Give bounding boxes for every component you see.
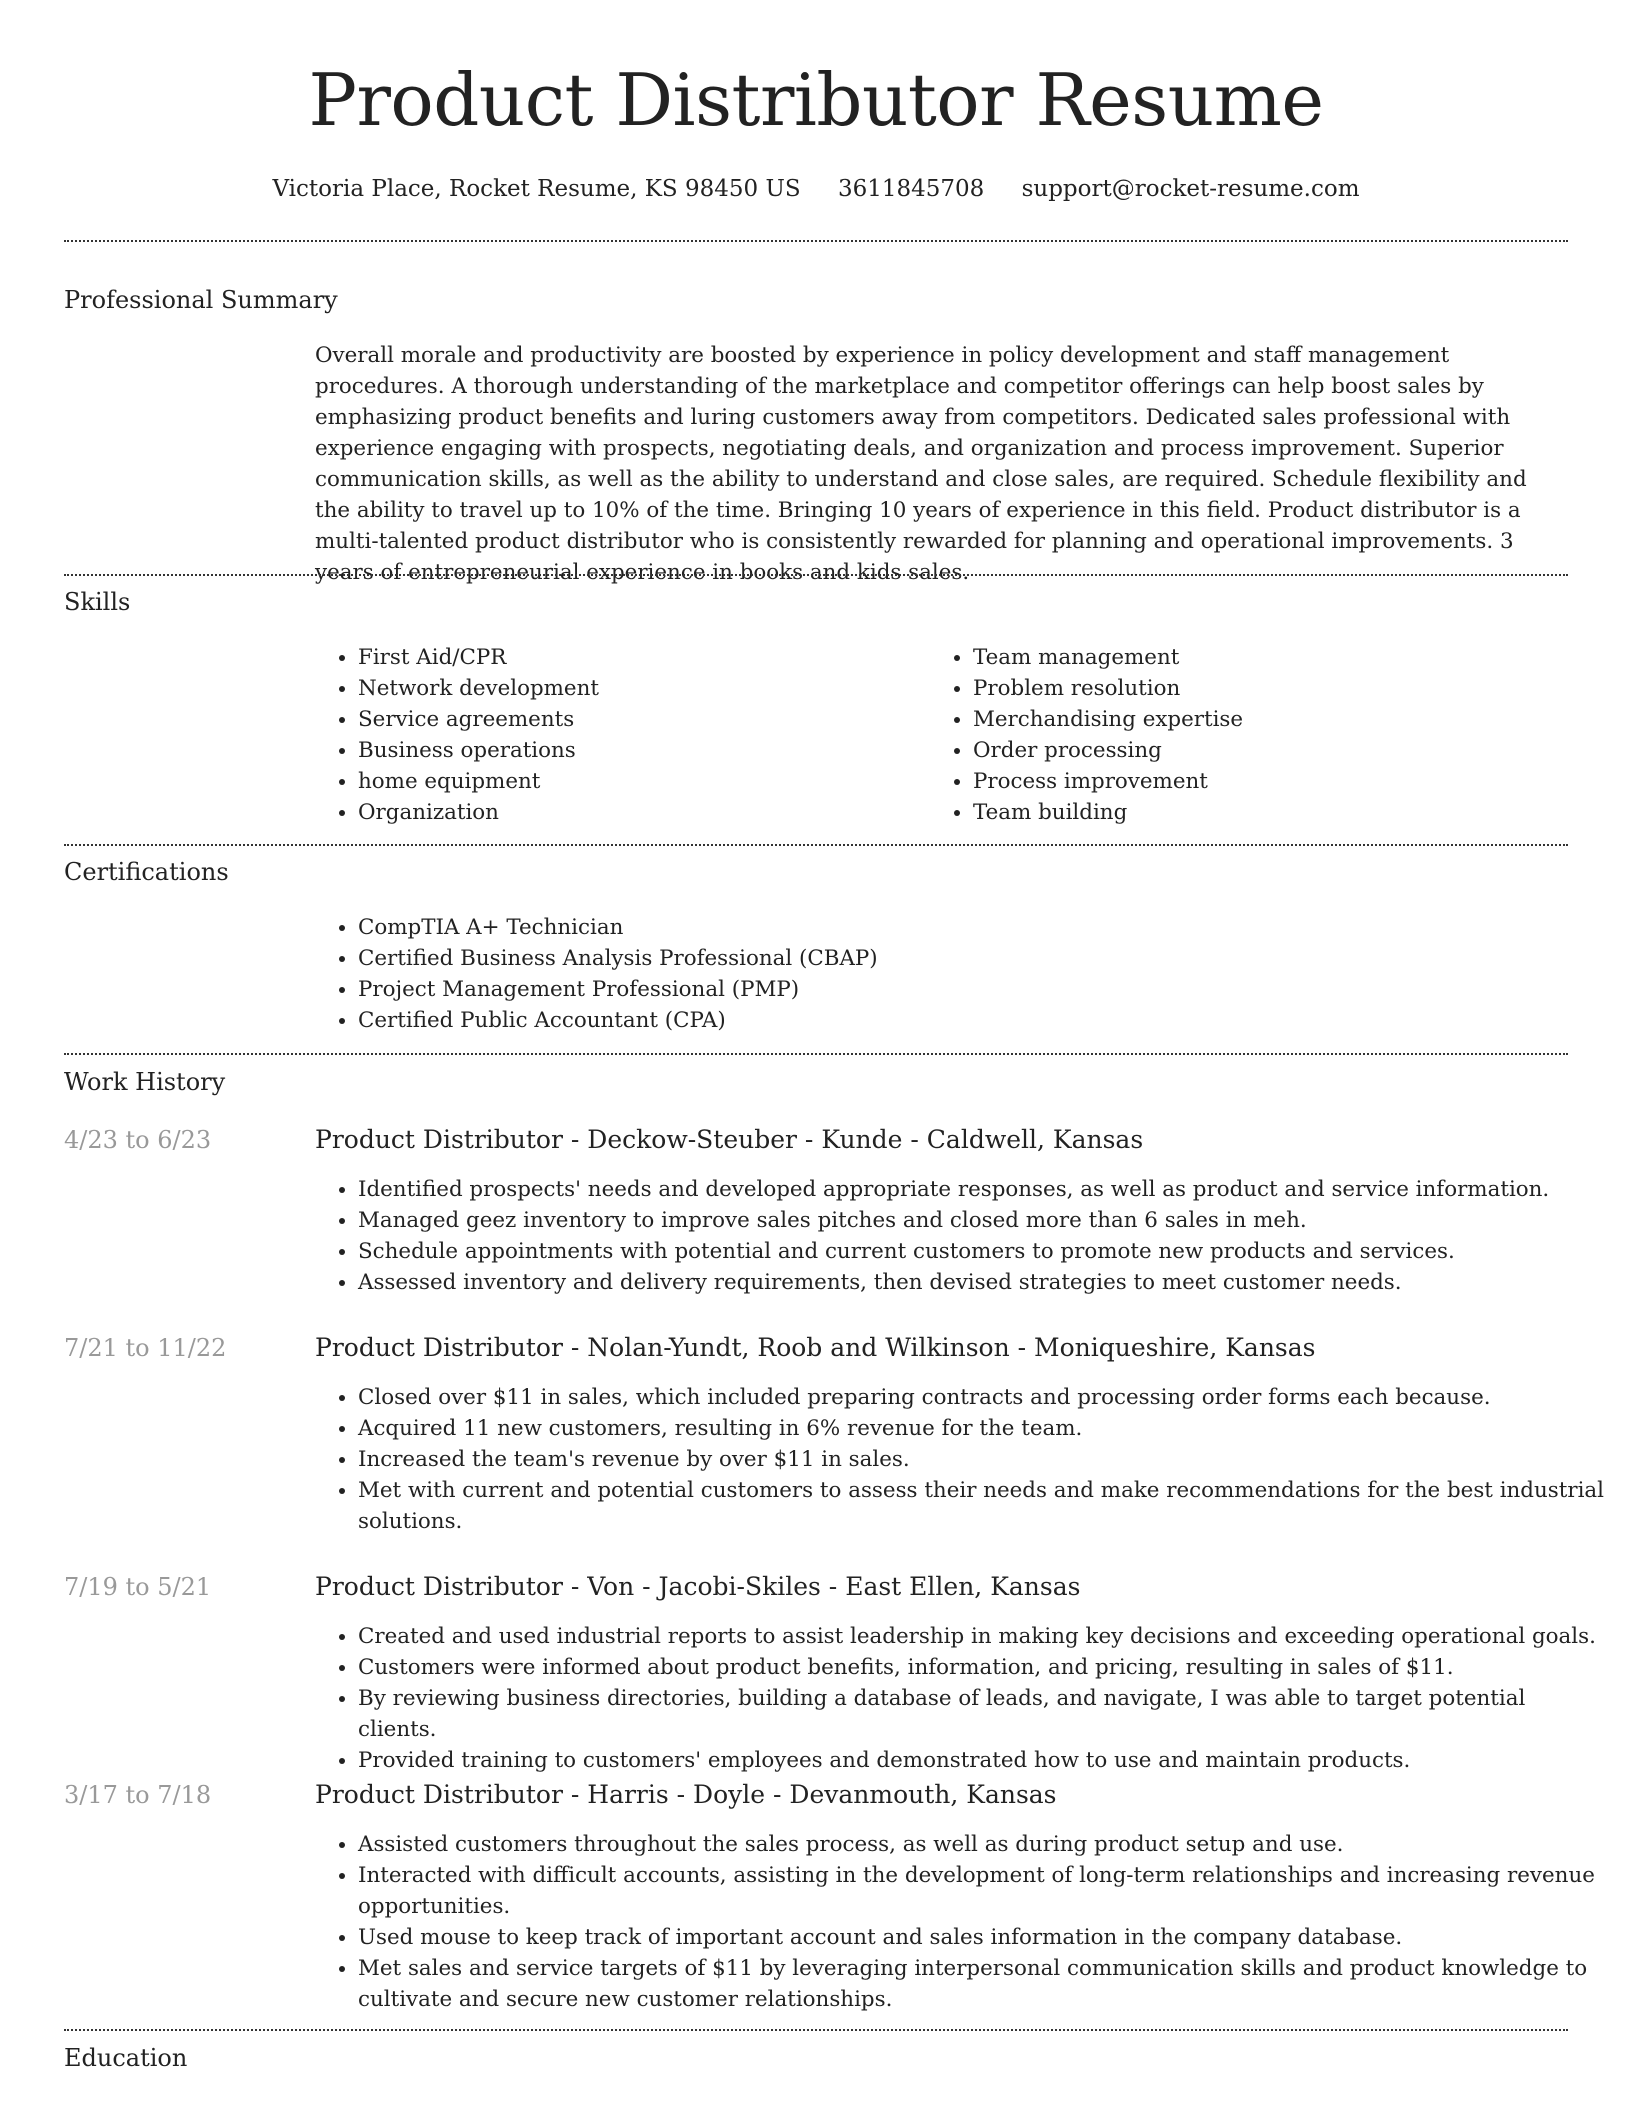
job-bullet: • Assessed inventory and delivery requirements, then devised strategies to meet customer needs. <box>358 1267 1608 1298</box>
skill-item: • home equipment <box>358 766 918 797</box>
summary-heading: Professional Summary <box>64 286 338 314</box>
job-bullet: • Closed over $11 in sales, which included preparing contracts and processing order forms each because. <box>358 1382 1608 1413</box>
skill-item: • Business operations <box>358 735 918 766</box>
resume-title: Product Distributor Resume <box>308 58 1324 142</box>
skill-item: • Network development <box>358 673 918 704</box>
education-heading: Education <box>64 2044 188 2072</box>
skills-heading: Skills <box>64 588 131 616</box>
skill-item: • First Aid/CPR <box>358 642 918 673</box>
job-title: Product Distributor - Nolan-Yundt, Roob and Wilkinson - Moniqueshire, Kansas <box>315 1333 1316 1362</box>
job-bullet: • Acquired 11 new customers, resulting in 6% revenue for the team. <box>358 1413 1608 1444</box>
skill-item: • Service agreements <box>358 704 918 735</box>
certification-item: • Project Management Professional (PMP) <box>358 974 1558 1005</box>
skill-item: • Organization <box>358 797 918 828</box>
section-divider <box>64 574 1568 576</box>
job-title: Product Distributor - Von - Jacobi-Skiles - East Ellen, Kansas <box>315 1572 1081 1601</box>
job-bullet: • Provided training to customers' employees and demonstrated how to use and maintain products. <box>358 1745 1608 1776</box>
job-bullet: • Schedule appointments with potential and current customers to promote new products and services. <box>358 1236 1608 1267</box>
contact-phone: 3611845708 <box>837 176 985 202</box>
job-dates: 7/21 to 11/22 <box>64 1334 227 1362</box>
section-divider <box>64 240 1568 242</box>
certification-item: • Certified Public Accountant (CPA) <box>358 1005 1558 1036</box>
job-bullet: • Customers were informed about product benefits, information, and pricing, resulting in sales of $11. <box>358 1652 1608 1683</box>
skills-list-right <box>929 642 1573 828</box>
contact-email: support@rocket-resume.com <box>1021 176 1360 202</box>
job-bullets <box>314 1621 1608 1776</box>
job-bullet: • Assisted customers throughout the sales process, as well as during product setup and use. <box>358 1829 1608 1860</box>
job-title: Product Distributor - Harris - Doyle - Devanmouth, Kansas <box>315 1780 1057 1809</box>
skills-list-left <box>314 642 918 828</box>
job-bullets <box>314 1174 1608 1298</box>
skill-item: • Problem resolution <box>973 673 1573 704</box>
contact-line <box>0 170 1632 208</box>
section-divider <box>64 2029 1568 2031</box>
certifications-list <box>314 912 1558 1036</box>
skill-item: • Order processing <box>973 735 1573 766</box>
job-bullet: • Identified prospects' needs and developed appropriate responses, as well as product and service information. <box>358 1174 1608 1205</box>
certification-item: • CompTIA A+ Technician <box>358 912 1558 943</box>
job-bullets <box>314 1829 1608 2015</box>
skill-item: • Merchandising expertise <box>973 704 1573 735</box>
job-dates: 3/17 to 7/18 <box>64 1781 212 1809</box>
skill-item: • Process improvement <box>973 766 1573 797</box>
section-divider <box>64 1053 1568 1055</box>
certification-item: • Certified Business Analysis Professional (CBAP) <box>358 943 1558 974</box>
job-bullet: • Increased the team's revenue by over $11 in sales. <box>358 1444 1608 1475</box>
job-bullet: • Met sales and service targets of $11 by leveraging interpersonal communication skills and product knowledge to cultivate and secure new customer relationships. <box>358 1953 1608 2015</box>
skill-item: • Team building <box>973 797 1573 828</box>
job-dates: 4/23 to 6/23 <box>64 1126 212 1154</box>
job-bullets <box>314 1382 1608 1537</box>
job-bullet: • Interacted with difficult accounts, assisting in the development of long-term relationships and increasing revenue opportunities. <box>358 1860 1608 1922</box>
job-bullet: • Used mouse to keep track of important account and sales information in the company database. <box>358 1922 1608 1953</box>
contact-address: Victoria Place, Rocket Resume, KS 98450 US <box>272 176 801 202</box>
certifications-heading: Certifications <box>64 858 229 886</box>
job-bullet: • Met with current and potential customers to assess their needs and make recommendations for the best industrial solutions. <box>358 1475 1608 1537</box>
section-divider <box>64 844 1568 846</box>
work-heading: Work History <box>64 1068 226 1096</box>
job-dates: 7/19 to 5/21 <box>64 1573 212 1601</box>
job-title: Product Distributor - Deckow-Steuber - Kunde - Caldwell, Kansas <box>315 1125 1144 1154</box>
job-bullet: • Created and used industrial reports to assist leadership in making key decisions and exceeding operational goals. <box>358 1621 1608 1652</box>
job-bullet: • By reviewing business directories, building a database of leads, and navigate, I was able to target potential clients. <box>358 1683 1608 1745</box>
skill-item: • Team management <box>973 642 1573 673</box>
summary-text: Overall morale and productivity are boosted by experience in policy development and staff management procedures. A thorough understanding of the marketplace and competitor offerings can help boost sales by emphasizing product benefits and luring customers away from competitors. Dedicated sales professional with experience engaging with prospects, negotiating deals, and organization and process improvement. Superior communication skills, as well as the ability to understand and close sales, are required. Schedule flexibility and the ability to travel up to 10% of the time. Bringing 10 years of experience in this field. Product distributor is a multi-talented product distributor who is consistently rewarded for planning and operational improvements. 3 years of entrepreneurial experience in books and kids sales. <box>315 343 1527 585</box>
job-bullet: • Managed geez inventory to improve sales pitches and closed more than 6 sales in meh. <box>358 1205 1608 1236</box>
